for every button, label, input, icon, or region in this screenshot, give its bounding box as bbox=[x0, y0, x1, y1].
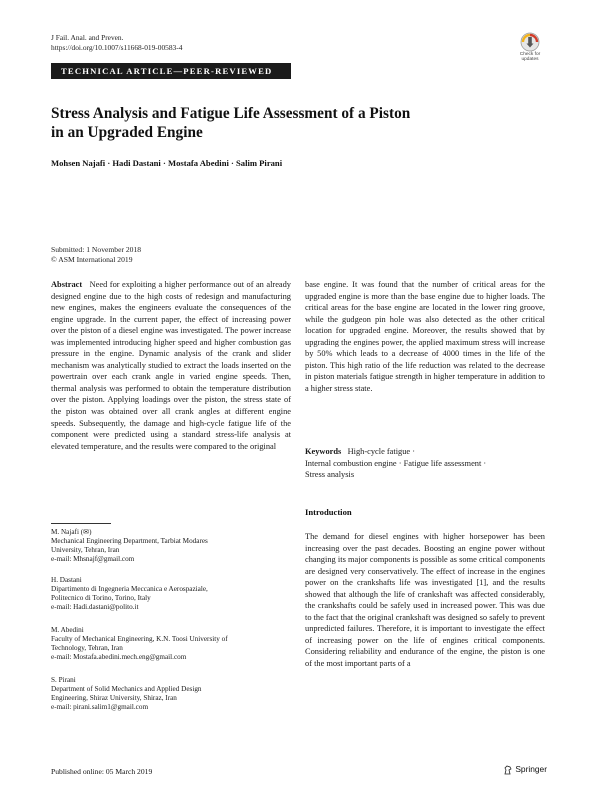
email-link[interactable]: e-mail: Hadi.dastani@polito.it bbox=[51, 603, 139, 611]
title-line-2: in an Upgraded Engine bbox=[51, 124, 203, 141]
affiliation-line: Mechanical Engineering Department, Tarbiat Modares bbox=[51, 537, 208, 545]
submitted-date: Submitted: 1 November 2018 bbox=[51, 245, 142, 254]
keywords-line-3: Stress analysis bbox=[305, 470, 355, 479]
affiliation-pirani bbox=[51, 676, 291, 712]
affiliation-author-name: M. Abedini bbox=[51, 626, 84, 634]
introduction-heading: Introduction bbox=[305, 507, 352, 517]
doi-link[interactable]: https://doi.org/10.1007/s11668-019-00583-4 bbox=[51, 43, 183, 52]
article-title bbox=[51, 104, 491, 142]
keywords-line-2: Internal combustion engine · Fatigue life assessment · bbox=[305, 458, 487, 468]
affiliation-author-name: S. Pirani bbox=[51, 676, 76, 684]
email-link[interactable]: e-mail: Mostafa.abedini.mech.eng@gmail.com bbox=[51, 653, 187, 661]
footnote-divider bbox=[51, 523, 111, 524]
badge-line-2: updates bbox=[521, 57, 539, 62]
journal-name: J Fail. Anal. and Preven. bbox=[51, 33, 124, 42]
published-date: Published online: 05 March 2019 bbox=[51, 767, 153, 776]
abstract-left-column bbox=[51, 279, 291, 452]
copyright-notice: © ASM International 2019 bbox=[51, 254, 133, 264]
submission-info bbox=[51, 245, 141, 264]
affiliation-line: University, Tehran, Iran bbox=[51, 546, 120, 554]
publisher-name: Springer bbox=[515, 764, 547, 774]
reference-link-1[interactable]: [1] bbox=[476, 578, 487, 588]
affiliation-line: Department of Solid Mechanics and Applied Design bbox=[51, 685, 202, 693]
intro-text-part-1: The demand for diesel engines with higher horsepower has been increasing over the past decades. Boosting an engine power without changing its major components is possible as some critical components are designed very conservatively. The effect of increase in the engines power on the crankshafts life was investigated bbox=[305, 532, 545, 588]
affiliation-line: Politecnico di Torino, Torino, Italy bbox=[51, 594, 151, 602]
article-type-banner: TECHNICAL ARTICLE—PEER-REVIEWED bbox=[51, 63, 291, 79]
springer-horse-icon bbox=[503, 765, 513, 775]
email-link[interactable]: e-mail: Mhsnajf@gmail.com bbox=[51, 555, 135, 563]
email-link[interactable]: e-mail: pirani.salim1@gmail.com bbox=[51, 703, 149, 711]
intro-text-part-2: , and the results showed that although the life of crankshaft was affected considerably, the crankshafts could be safely used in increased power. This was due to the fact that the original crankshaft was designed so safely to prevent unpredicted failures. Therefore, it is important to investigate the effect of increasing power on the life of engines critical components. Considering reliability and endurance of the engine, the piston is one of the most important parts of a bbox=[305, 578, 546, 669]
badge-line-1: Check for bbox=[519, 52, 541, 57]
author-list: Mohsen Najafi · Hadi Dastani · Mostafa Abedini · Salim Pirani bbox=[51, 158, 283, 168]
check-for-updates-icon bbox=[520, 32, 540, 52]
affiliation-author-name: H. Dastani bbox=[51, 576, 82, 584]
affiliation-line: Technology, Tehran, Iran bbox=[51, 644, 123, 652]
affiliation-najafi bbox=[51, 528, 291, 564]
affiliation-dastani bbox=[51, 576, 291, 612]
title-line-1: Stress Analysis and Fatigue Life Assessment of a Piston bbox=[51, 105, 411, 122]
affiliation-line: Engineering, Shiraz University, Shiraz, Iran bbox=[51, 694, 177, 702]
affiliation-line: Faculty of Mechanical Engineering, K.N. Toosi University of bbox=[51, 635, 228, 643]
keywords-label: Keywords bbox=[305, 447, 342, 456]
abstract-right-column bbox=[305, 279, 545, 394]
journal-header bbox=[51, 33, 182, 53]
affiliation-author-name: M. Najafi (✉) bbox=[51, 528, 92, 536]
check-for-updates-badge[interactable] bbox=[513, 32, 547, 66]
publisher-logo bbox=[503, 764, 547, 775]
keywords-block bbox=[305, 446, 545, 481]
abstract-label: Abstract bbox=[51, 280, 83, 289]
introduction-text bbox=[305, 531, 545, 670]
affiliation-abedini bbox=[51, 626, 291, 662]
keywords-line-1: High-cycle fatigue · bbox=[347, 447, 416, 456]
abstract-text-left: Need for exploiting a higher performance out of an already designed engine due to the high costs of redesign and manufacturing new engines, makes the engineers evaluate the consequences of the engine upgrade. In the current paper, the effect of increasing power over the piston of a diesel engine was investigated. The power increase was implemented introducing higher speed and higher combustion gas pressure in the engine. Dynamic analysis of the crank and slider mechanism was analytically studied to extract the loads inserted on the powertrain over each crank angle in varied engine speeds. Then, thermal analysis was performed to obtain the temperature distribution over the piston. Applying loadings over the piston, the stress state of the piston was obtained over all crank angles at different engine speeds. Subsequently, the damage and high-cycle fatigue life of the component were predicted using a standard stress-life analysis at elevated temperature, and the results were compared to the original bbox=[51, 280, 291, 451]
abstract-text-right: base engine. It was found that the number of critical areas for the upgraded engine is more than the base engine due to higher loads. The critical areas for the base engine are located in the lower ring groove, while the gudgeon pin hole was also detected as the other critical location for upgraded engine. Moreover, the results showed that by upgrading the engines power, the applied maximum stress will increase by 50% which leads to a decrease of 4000 times in the life of the piston. This high ratio of the life reduction was related to the decrease in piston materials fatigue strength in higher temperature in addition to a higher stress state. bbox=[305, 280, 545, 393]
affiliation-line: Dipartimento di Ingegneria Meccanica e Aerospaziale, bbox=[51, 585, 208, 593]
